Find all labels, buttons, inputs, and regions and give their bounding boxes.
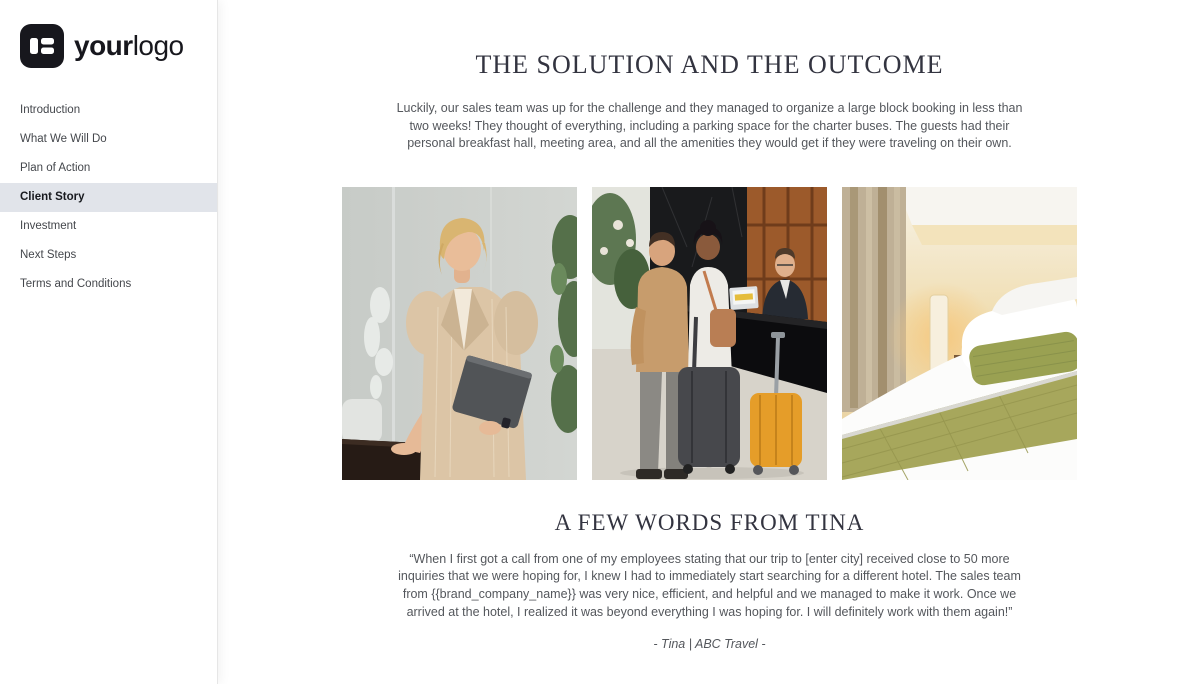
logo-text — [74, 32, 184, 60]
logo-text-light: logo — [132, 30, 184, 61]
section-title-solution: THE SOLUTION AND THE OUTCOME — [475, 50, 944, 79]
photo-grid — [342, 187, 1077, 480]
photo-hotel-room — [842, 187, 1077, 480]
main-content — [219, 0, 1200, 684]
sidebar-item-investment[interactable]: Investment — [20, 220, 77, 232]
sidebar — [0, 0, 218, 684]
section-title-testimonial: A FEW WORDS FROM TINA — [554, 509, 865, 535]
sidebar-item-what-we-will-do[interactable]: What We Will Do — [20, 133, 107, 145]
testimonial-quote: “When I first got a call from one of my employees stating that our trip to [enter city] received close to 50 more inquiries that we were hoping for, I knew I had to immediately start searching for a different hotel. The sales team from {{brand_company_name}} was very nice, efficient, and helpful and we managed to make it work. Once we arrived at the hotel, I realized it was beyond everything I was hoping for. I will definitely work with them again!” — [398, 551, 1021, 619]
sidebar-item-client-story[interactable]: Client Story — [0, 183, 217, 212]
sidebar-nav — [0, 96, 217, 299]
photo-consultant — [342, 187, 577, 480]
logo-text-bold: your — [74, 30, 133, 61]
sidebar-item-plan-of-action[interactable]: Plan of Action — [20, 162, 91, 174]
sidebar-item-introduction[interactable]: Introduction — [20, 104, 81, 116]
photo-reception — [592, 187, 827, 480]
logo-layout-icon — [20, 24, 64, 68]
testimonial-attribution: - Tina | ABC Travel - — [653, 636, 766, 651]
sidebar-item-terms-and-conditions[interactable]: Terms and Conditions — [20, 278, 132, 290]
logo — [0, 0, 217, 68]
sidebar-item-next-steps[interactable]: Next Steps — [20, 249, 77, 261]
solution-paragraph: Luckily, our sales team was up for the challenge and they managed to organize a large block booking in less than two weeks! They thought of everything, including a parking space for the charter buses. The guests had their personal breakfast hall, meeting area, and all the amenities they would get if they were traveling on their own. — [396, 101, 1023, 150]
